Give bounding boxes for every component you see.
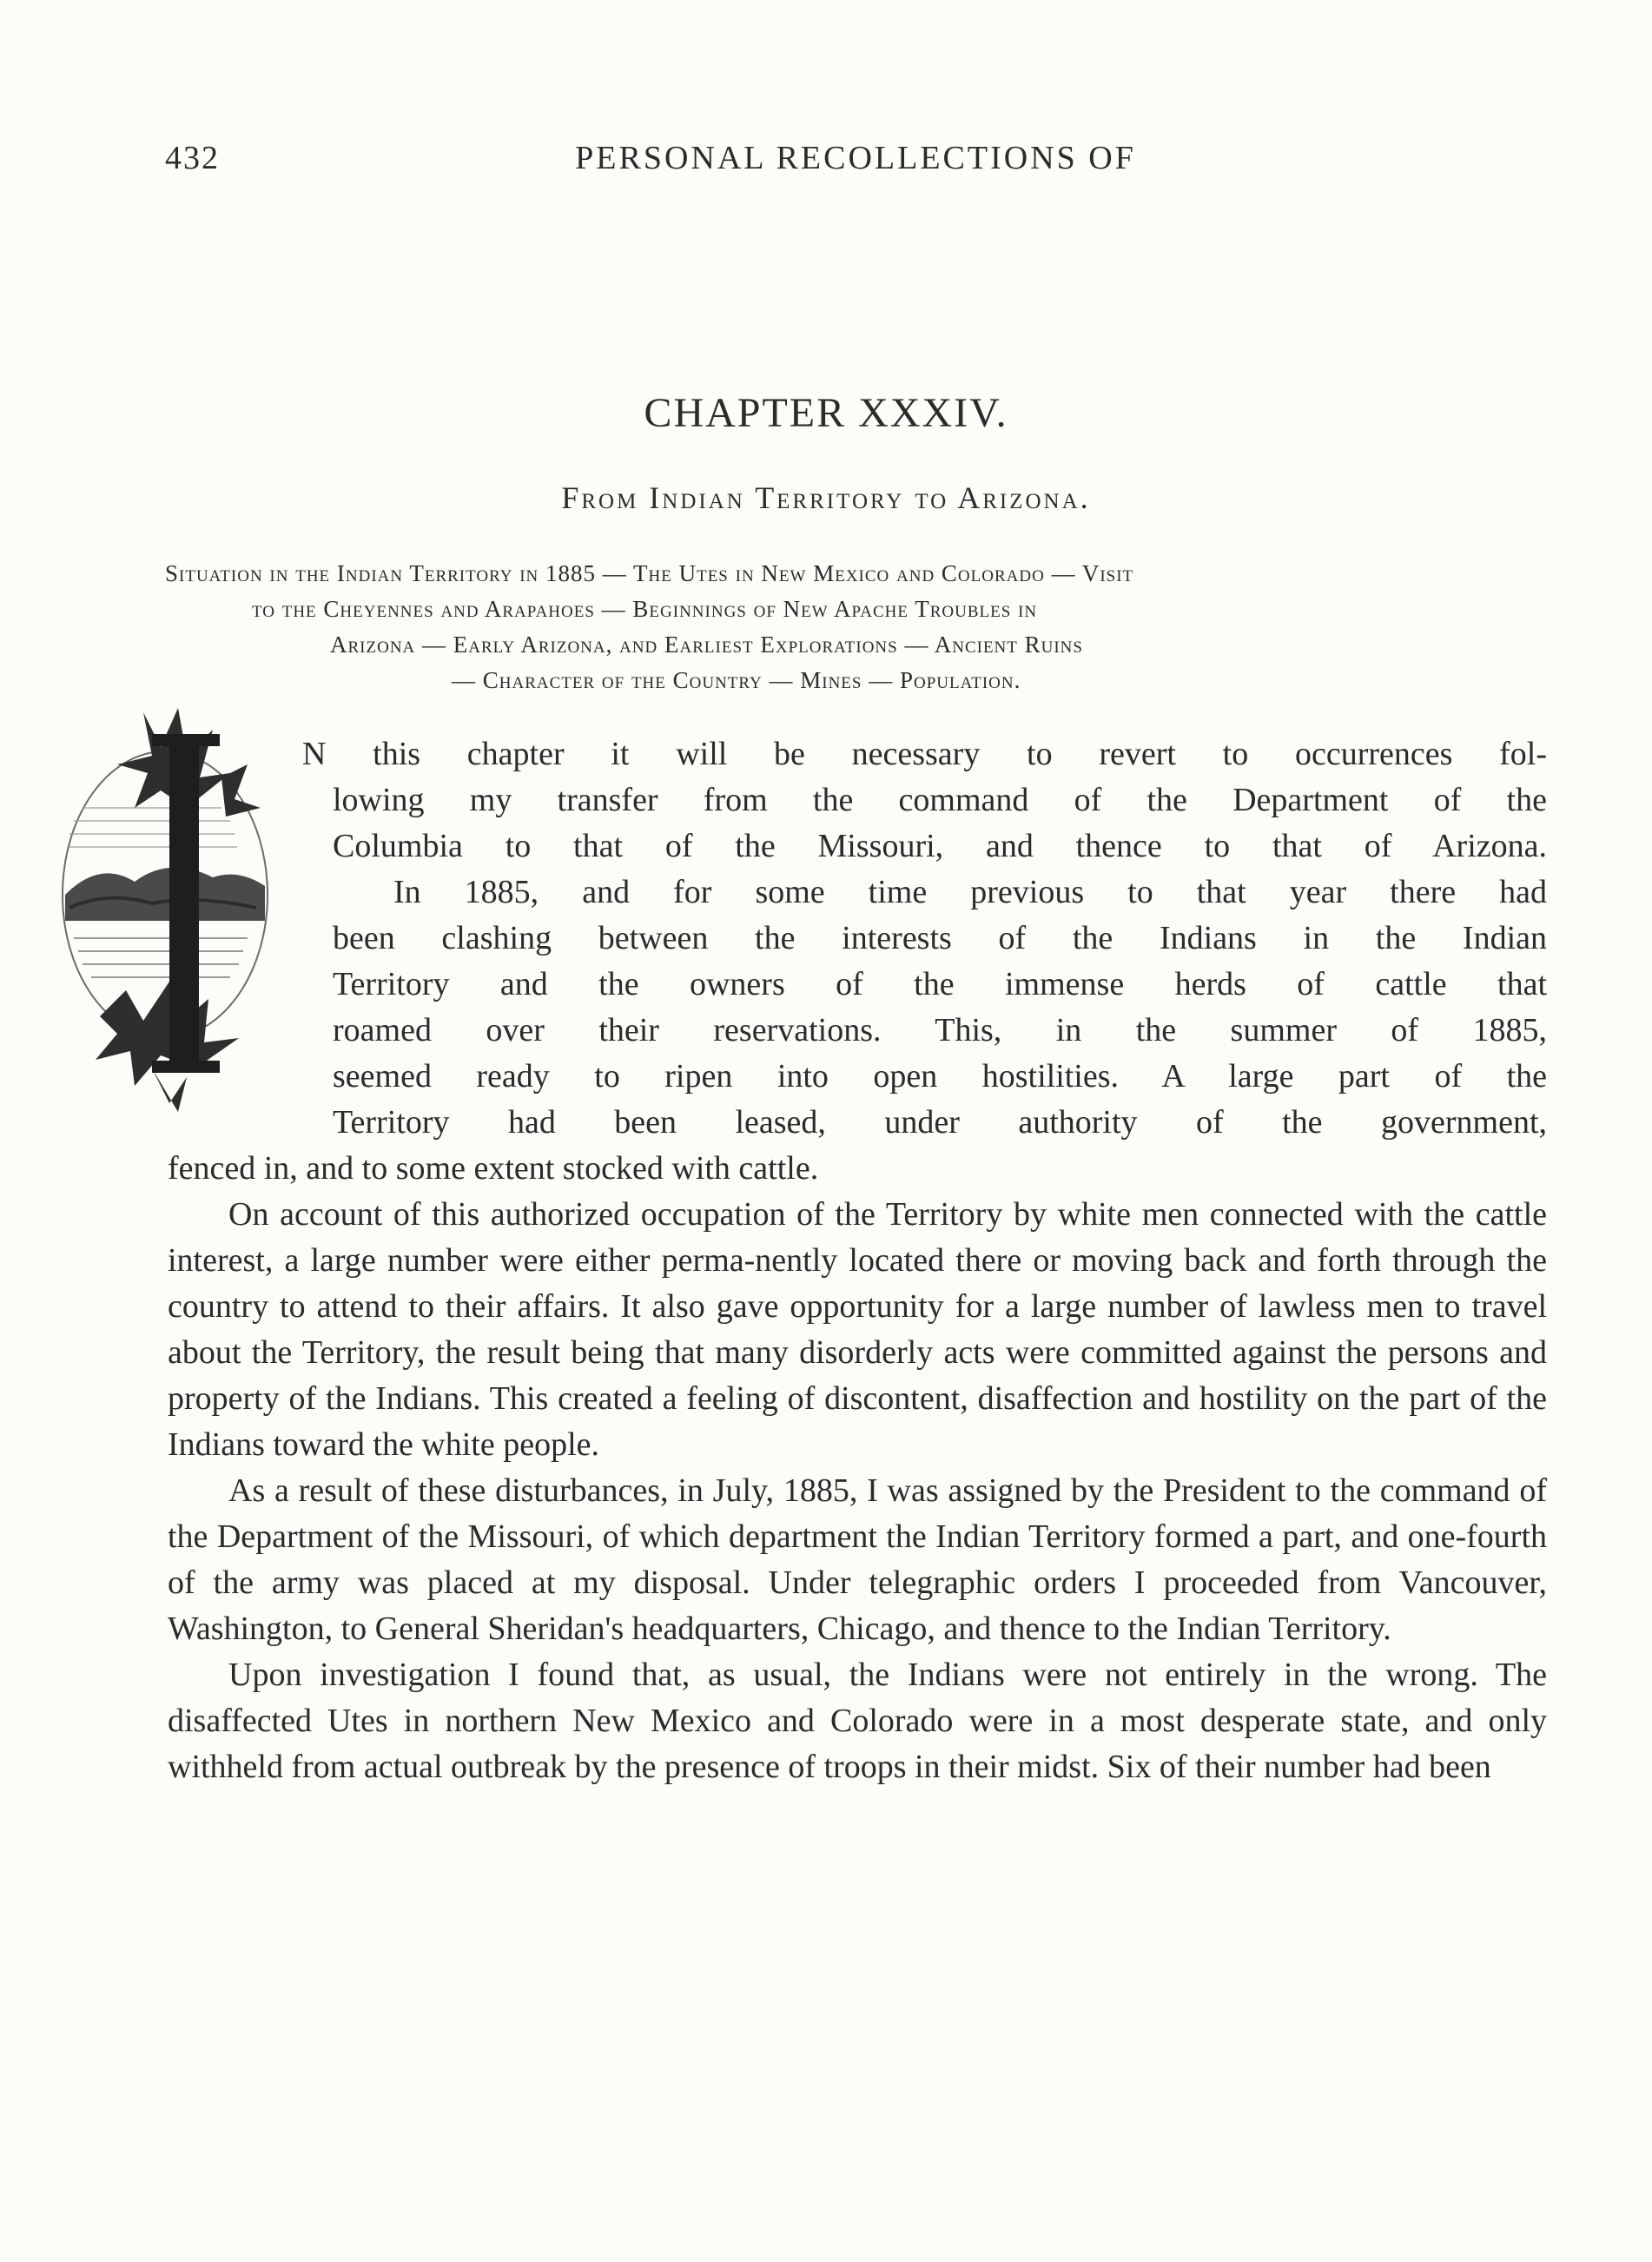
synopsis-line: Arizona — Early Arizona, and Earliest Explorations — Ancient Ruins: [330, 632, 1083, 658]
paragraph: As a result of these disturbances, in July, 1885, I was assigned by the President to the command of the Department of the Missouri, of which department the Indian Territory formed a part, and one-fourth of the army was placed at my disposal. Under telegraphic orders I proceeded from Vancouver, Washington, to General Sheridan's headquarters, Chicago, and thence to the Indian Territory.: [168, 1472, 1547, 1647]
text-line: roamed over their reservations. This, in the summer of 1885,: [333, 1012, 1547, 1048]
text-line: Territory and the owners of the immense herds of cattle that: [333, 966, 1547, 1002]
running-title: PERSONAL RECOLLECTIONS OF: [575, 140, 1136, 176]
synopsis-line: to the Cheyennes and Arapahoes — Beginnings of New Apache Troubles in: [252, 596, 1038, 622]
text-line: Columbia to that of the Missouri, and thence to that of Arizona.: [333, 828, 1547, 864]
opening-paragraph: [302, 731, 1547, 1146]
page-number: 432: [165, 140, 220, 176]
text-line: In 1885, and for some time previous to that year there had: [393, 874, 1547, 910]
synopsis-line: Situation in the Indian Territory in 1885 — The Utes in New Mexico and Colorado — Visit: [165, 560, 1134, 586]
chapter-title: From Indian Territory to Arizona.: [561, 480, 1091, 515]
paragraph: Upon investigation I found that, as usual, the Indians were not entirely in the wrong. The disaffected Utes in northern New Mexico and Colorado were in a most desperate state, and only withheld from actual outbreak by the presence of troops in their midst. Six of their number had been: [168, 1657, 1547, 1785]
synopsis-line: — Character of the Country — Mines — Population.: [452, 667, 1021, 693]
text-line: lowing my transfer from the command of the Department of the: [333, 782, 1547, 818]
running-head: [165, 139, 1546, 182]
chapter-number: CHAPTER XXXIV.: [644, 390, 1008, 436]
paragraph: fenced in, and to some extent stocked with cattle.: [168, 1150, 819, 1187]
text-line: been clashing between the interests of the Indians in the Indian: [333, 920, 1547, 956]
text-line: N this chapter it will be necessary to revert to occurrences fol-: [302, 736, 1547, 772]
text-line: seemed ready to ripen into open hostilities. A large part of the: [333, 1058, 1547, 1095]
paragraph: On account of this authorized occupation of the Territory by white men connected with the cattle interest, a large number were either perma-nently located there or moving back and forth through the country to attend to their affairs. It also gave opportunity for a large number of lawless men to travel about the Territory, the result being that many disorderly acts were committed against the persons and property of the Indians. This created a feeling of discontent, disaffection and hostility on the part of the Indians toward the white people.: [168, 1196, 1547, 1463]
chapter-synopsis: [165, 556, 1546, 698]
body-text: [168, 731, 1547, 1790]
text-line: Territory had been leased, under authority of the government,: [333, 1104, 1547, 1141]
